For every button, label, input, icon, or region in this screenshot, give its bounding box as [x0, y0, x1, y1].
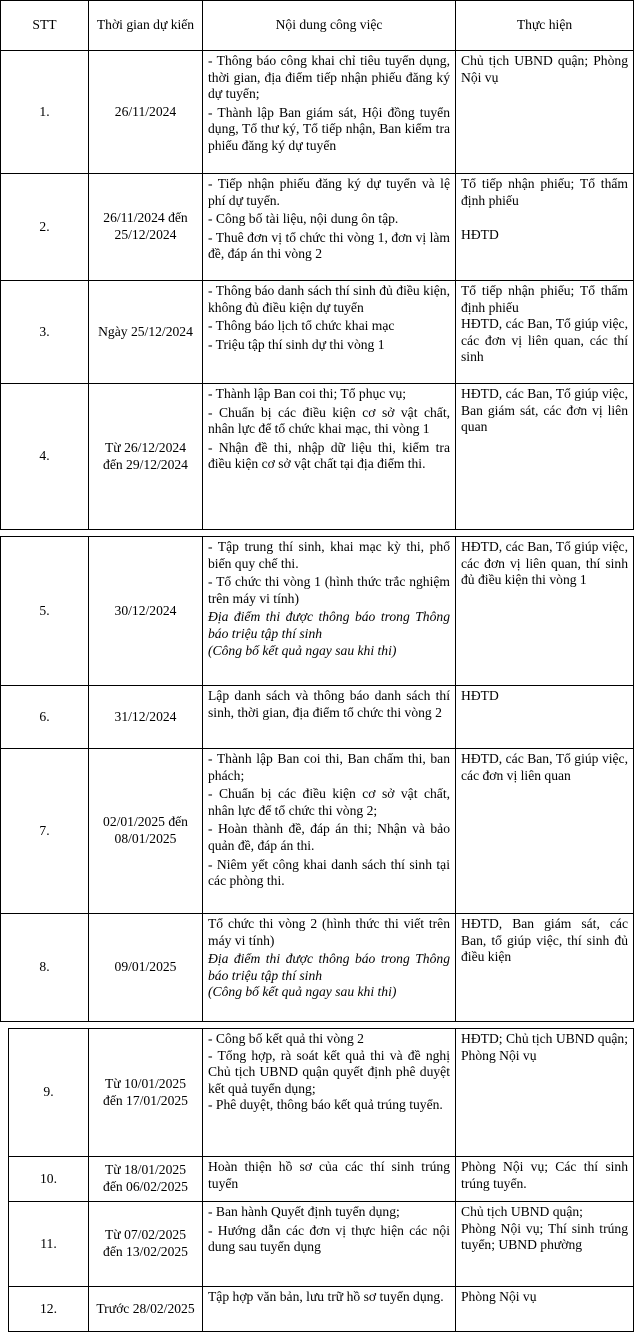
row-content: [203, 914, 456, 1022]
executor-line: HĐTD, các Ban, Tổ giúp việc, các đơn vị liên quan, thí sinh đủ điều kiện thi vòng 1: [461, 539, 628, 588]
row-stt: 6.: [1, 686, 89, 749]
content-line: - Tập trung thí sinh, khai mạc kỳ thi, phổ biến quy chế thi.: [208, 539, 450, 571]
executor-line: Tổ tiếp nhận phiếu; Tổ thẩm định phiếu: [461, 176, 628, 208]
executor-line: HĐTD; Chủ tịch UBND quận; Phòng Nội vụ: [461, 1031, 628, 1063]
row-executor: [456, 174, 634, 281]
content-line: - Phê duyệt, thông báo kết quả trúng tuyển.: [208, 1097, 443, 1113]
row-stt: 5.: [1, 537, 89, 686]
row-executor: [456, 384, 634, 530]
row-executor: [456, 914, 634, 1022]
table-row: [9, 1157, 634, 1202]
row-content: [203, 749, 456, 914]
executor-line: HĐTD: [461, 227, 499, 243]
content-line: Lập danh sách và thông báo danh sách thí sinh, thời gian, địa điểm tổ chức thi vòng 2: [208, 688, 450, 720]
content-italic-line: (Công bố kết quả ngay sau khi thi): [208, 642, 397, 658]
schedule-table-part-3: [8, 1028, 634, 1332]
table-row: [1, 281, 634, 384]
row-executor: [456, 1029, 634, 1157]
content-line: - Nhận đề thi, nhập dữ liệu thi, kiểm tra điều kiện cơ sở vật chất tại địa điểm thi.: [208, 439, 450, 472]
row-time: 26/11/2024 đến 25/12/2024: [89, 174, 203, 281]
content-line: - Niêm yết công khai danh sách thí sinh tại các phòng thi.: [208, 856, 450, 889]
row-executor: [456, 281, 634, 384]
content-line: - Ban hành Quyết định tuyển dụng;: [208, 1204, 400, 1219]
content-line: - Thông báo công khai chỉ tiêu tuyển dụng, thời gian, địa điểm tiếp nhận phiếu đăng ký dự tuyển;: [208, 53, 450, 102]
table-row: [1, 51, 634, 174]
row-content: [203, 281, 456, 384]
table-row: [9, 1029, 634, 1157]
content-line: - Chuẩn bị các điều kiện cơ sở vật chất, nhân lực để tổ chức thi vòng 2;: [208, 786, 450, 818]
row-content: [203, 686, 456, 749]
content-italic-line: Địa điểm thi được thông báo trong Thông báo triệu tập thí sinh: [208, 609, 450, 641]
executor-line: Chủ tịch UBND quận; Phòng Nội vụ: [461, 53, 628, 85]
content-line: - Thông báo lịch tổ chức khai mạc: [208, 318, 395, 334]
content-line: - Thuê đơn vị tổ chức thi vòng 1, đơn vị làm đề, đáp án thi vòng 2: [208, 229, 450, 262]
table-row: [9, 1202, 634, 1287]
content-line: - Chuẩn bị các điều kiện cơ sở vật chất, nhân lực để tổ chức khai mạc, thi vòng 1: [208, 404, 450, 437]
content-line: Hoàn thiện hồ sơ của các thí sinh trúng tuyển: [208, 1159, 450, 1191]
header-stt: STT: [1, 1, 89, 51]
header-time: Thời gian dự kiến: [89, 1, 203, 51]
row-time: Từ 07/02/2025 đến 13/02/2025: [89, 1202, 203, 1287]
row-content: [203, 1029, 456, 1157]
table-row: [9, 1287, 634, 1332]
row-stt: 10.: [9, 1157, 89, 1202]
table-row: [1, 749, 634, 914]
row-executor: [456, 749, 634, 914]
table-row: [1, 914, 634, 1022]
row-time: Từ 10/01/2025 đến 17/01/2025: [89, 1029, 203, 1157]
executor-line: HĐTD, Ban giám sát, các Ban, tổ giúp việc, thí sinh đủ điều kiện: [461, 916, 628, 965]
row-time: 02/01/2025 đến 08/01/2025: [89, 749, 203, 914]
content-line: - Thành lập Ban coi thi; Tổ phục vụ;: [208, 386, 407, 401]
executor-line: Chủ tịch UBND quận;: [461, 1204, 583, 1219]
row-executor: [456, 1202, 634, 1287]
row-executor: [456, 537, 634, 686]
content-line: - Tổng hợp, rà soát kết quả thi và đề nghị Chủ tịch UBND quận quyết định phê duyệt kết quả tuyển dụng;: [208, 1047, 450, 1096]
row-time: 31/12/2024: [89, 686, 203, 749]
row-stt: 7.: [1, 749, 89, 914]
table-row: [1, 384, 634, 530]
row-content: [203, 537, 456, 686]
table-row: [1, 686, 634, 749]
row-stt: 3.: [1, 281, 89, 384]
content-line: Tổ chức thi vòng 2 (hình thức thi viết trên máy vi tính): [208, 916, 450, 948]
header-executor: Thực hiện: [456, 1, 634, 51]
table-row: [1, 174, 634, 281]
row-content: [203, 1202, 456, 1287]
row-stt: 4.: [1, 384, 89, 530]
row-content: [203, 174, 456, 281]
header-content: Nội dung công việc: [203, 1, 456, 51]
table-header-row: [1, 1, 634, 51]
row-content: [203, 384, 456, 530]
executor-line: Tổ tiếp nhận phiếu; Tổ thẩm định phiếu: [461, 283, 628, 315]
row-stt: 2.: [1, 174, 89, 281]
row-stt: 11.: [9, 1202, 89, 1287]
content-line: - Hoàn thành đề, đáp án thi; Nhận và bảo quản đề, đáp án thi.: [208, 821, 450, 853]
row-content: [203, 51, 456, 174]
executor-line: HĐTD: [461, 688, 499, 703]
content-line: - Thành lập Ban coi thi, Ban chấm thi, ban phách;: [208, 751, 450, 783]
content-line: - Hướng dẫn các đơn vị thực hiện các nội dung sau tuyển dụng: [208, 1222, 450, 1255]
content-line: - Công bố tài liệu, nội dung ôn tập.: [208, 211, 399, 227]
executor-line: Phòng Nội vụ; Thí sinh trúng tuyển; UBND phường: [461, 1220, 628, 1253]
row-executor: [456, 1157, 634, 1202]
content-line: - Tiếp nhận phiếu đăng ký dự tuyển và lệ phí dự tuyển.: [208, 176, 450, 208]
row-stt: 8.: [1, 914, 89, 1022]
content-line: - Thành lập Ban giám sát, Hội đồng tuyển dụng, Tổ thư ký, Tổ tiếp nhận, Ban kiểm tra phiếu đăng ký dự tuyển: [208, 104, 450, 153]
row-executor: [456, 51, 634, 174]
row-executor: [456, 686, 634, 749]
row-stt: 9.: [9, 1029, 89, 1157]
row-time: Trước 28/02/2025: [89, 1287, 203, 1332]
row-time: Từ 18/01/2025 đến 06/02/2025: [89, 1157, 203, 1202]
executor-line: HĐTD, các Ban, Tổ giúp việc, các đơn vị liên quan, các thí sinh: [461, 316, 628, 365]
executor-line: HĐTD, các Ban, Tổ giúp việc, các đơn vị liên quan: [461, 751, 628, 783]
content-italic-line: (Công bố kết quả ngay sau khi thi): [208, 984, 397, 1000]
row-stt: 12.: [9, 1287, 89, 1332]
content-line: - Công bố kết quả thi vòng 2: [208, 1031, 364, 1046]
table-row: [1, 537, 634, 686]
content-italic-line: Địa điểm thi được thông báo trong Thông báo triệu tập thí sinh: [208, 951, 450, 983]
content-line: - Tổ chức thi vòng 1 (hình thức trắc nghiệm trên máy vi tính): [208, 574, 450, 606]
executor-line: Phòng Nội vụ: [461, 1289, 537, 1304]
row-content: [203, 1157, 456, 1202]
schedule-table-part-1: [0, 0, 634, 530]
executor-line: Phòng Nội vụ; Các thí sinh trúng tuyển.: [461, 1159, 628, 1191]
row-time: 09/01/2025: [89, 914, 203, 1022]
row-stt: 1.: [1, 51, 89, 174]
schedule-table-part-2: [0, 536, 634, 1022]
content-line: Tập hợp văn bản, lưu trữ hồ sơ tuyển dụng.: [208, 1289, 444, 1304]
row-time: Ngày 25/12/2024: [89, 281, 203, 384]
executor-line: HĐTD, các Ban, Tổ giúp việc, Ban giám sát, các đơn vị liên quan: [461, 386, 628, 435]
content-line: - Thông báo danh sách thí sinh đủ điều kiện, không đủ điều kiện dự tuyển: [208, 283, 450, 315]
row-time: 26/11/2024: [89, 51, 203, 174]
row-executor: [456, 1287, 634, 1332]
content-line: - Triệu tập thí sinh dự thi vòng 1: [208, 336, 385, 352]
row-time: Từ 26/12/2024 đến 29/12/2024: [89, 384, 203, 530]
row-time: 30/12/2024: [89, 537, 203, 686]
row-content: [203, 1287, 456, 1332]
